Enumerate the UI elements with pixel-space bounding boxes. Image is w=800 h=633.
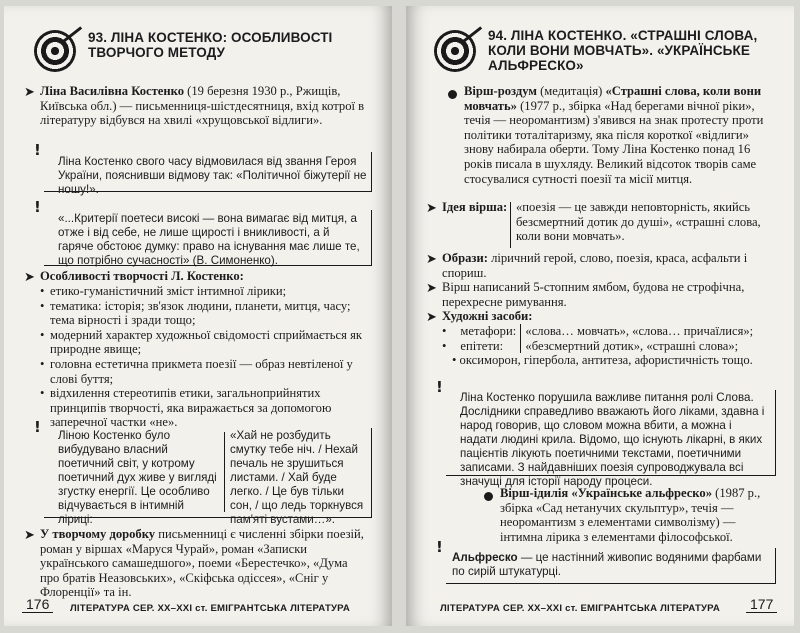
poem1-text: (1977 р., збірка «Над берегами вічної ріки», течія — неоромантизм) з'явився на знак протесту проти політики тоталітаризму, яка після короткої «відлиги» знову набирала оберти. Тому Ліна Костенко понад 16 років писала в шухляду. Великий відсоток творів саме стосувалися сутності поезії та місії митця. <box>464 98 764 186</box>
note-box <box>446 390 776 488</box>
section-title-94: 94. ЛІНА КОСТЕНКО. «СТРАШНІ СЛОВА, КОЛИ ВОНИ МОВЧАТЬ». «УКРАЇНСЬКЕ АЛЬФРЕСКО» <box>488 28 758 73</box>
exclamation-icon: ! <box>436 538 443 556</box>
feature-item: • тематика: історія; зв'язок людини, планети, митця, часу; тема вірності і зради тощо; <box>40 299 370 328</box>
page-number: 177 <box>746 596 777 613</box>
idea-label: Ідея вірша: <box>442 200 508 214</box>
works-text: письменниці є численні збірки поезій, роман у віршах «Маруся Чурай», роман «Записки українського самашедшого», поеми «Берестечко», «Дума про братів Неазовських», «Скіфська одіссея», «Сніг у Флоренції» та ін. <box>40 527 364 600</box>
quote-box <box>44 210 372 266</box>
poem1-genre: (медитація) <box>540 84 603 98</box>
bullet-icon: • <box>442 338 447 353</box>
means-row <box>442 324 778 339</box>
means-value: «слова… мовчать», «слова… причаїлися»; <box>525 324 754 338</box>
feature-item: • модерний характер художньої свідомості сприймається як природне явище; <box>40 328 370 357</box>
fresco-term: Альфреско <box>452 551 518 564</box>
pointer-icon: ➤ <box>426 201 437 216</box>
note-text: Ліна Костенко свого часу відмовилася від звання Героя України, пояснивши відмову так: «Політичної біжутерії не ношу!». <box>58 155 367 196</box>
pointer-icon: ➤ <box>426 310 437 325</box>
left-page <box>4 6 392 626</box>
bullet-icon <box>484 492 493 501</box>
divider <box>510 202 511 248</box>
works-paragraph <box>40 527 370 600</box>
intro-text: (19 березня 1930 р., Ржищів, Київська обл.) — письменниця-шістдесятниця, вхід котрої в літературу відбувся на хвилі «хрущовської відлиги». <box>40 84 365 128</box>
pointer-icon: ➤ <box>24 270 35 285</box>
poem2-paragraph <box>500 486 778 544</box>
definition <box>452 551 772 579</box>
features-title: Особливості творчості Л. Костенко: <box>40 269 244 283</box>
note-box-two-column <box>44 428 372 526</box>
quote-text: «...Критерії поетеси високі — вона вимагає від митця, а отже і від себе, не лише щирості і вникливості, а й гаряче обстоює думку: право на існування має лише те, що потрібно сучасності» (В. Симоненко). <box>58 212 360 267</box>
poem1-paragraph <box>464 84 776 186</box>
poem1-title: «Страшні слова, коли вони мовчать» <box>464 84 762 113</box>
section-title-93: 93. ЛІНА КОСТЕНКО: ОСОБЛИВОСТІ ТВОРЧОГО МЕТОДУ <box>88 30 333 60</box>
poem2-lead: Вірш-ідилія «Українське альфреско» <box>500 486 712 500</box>
idea-text: «поезія — це завжди неповторність, якийсь безсмертний дотик до душі», «страшні слова, коли вони мовчать». <box>516 200 761 244</box>
page-number: 176 <box>22 596 53 613</box>
bullet-icon: • <box>442 324 447 338</box>
page-footer: ЛІТЕРАТУРА СЕР. XX–XXI ст. ЕМІГРАНТСЬКА ЛІТЕРАТУРА <box>440 603 721 614</box>
feature-item: • головна естетична прикмета поезії — образ невтіленої у слові буття; <box>40 357 370 386</box>
fresco-definition: — це настінний живопис водяними фарбами по сирій штукатурці. <box>452 551 762 578</box>
definition-box <box>446 548 776 584</box>
exclamation-icon: ! <box>34 418 41 436</box>
pointer-icon: ➤ <box>426 281 437 296</box>
feature-item: • відхилення стереотипів етики, загальноприйнятих принципів творчості, яка виражається за допомогою заперечної частки «не». <box>40 386 370 430</box>
feature-item: • етико-гуманістичний зміст інтимної лірики; <box>40 284 370 299</box>
pointer-icon: ➤ <box>24 85 35 100</box>
bullet-icon <box>448 90 457 99</box>
means-extra: • оксиморон, гіпербола, антитеза, афористичність тощо. <box>452 353 753 368</box>
divider <box>224 432 225 512</box>
pointer-icon: ➤ <box>24 528 35 543</box>
means-label: метафори: <box>460 324 517 338</box>
verse-text: Вірш написаний 5-стопним ямбом, будова не строфічна, перехресне римування. <box>442 280 745 309</box>
divider <box>520 324 521 339</box>
note-text: Ліна Костенко порушила важливе питання ролі Слова. Дослідники справедливо вважають його ліками, здавна і народ говорив, що словом можна вбити, а можна і надати людині крила. Відомо, що існують лікарні, в яких пацієнтів лікують поетичними текстами, поетичними записами. З найдавніших поезія супроводжувала всі значущі для історії народу процеси. <box>460 391 765 488</box>
poem-quote: «Хай не розбудить смутку тебе ніч. / Нехай печаль не зрушиться листами. / Хай буде легко. / Це був тільки сон, / що ледь торкнувся пам'яті вустами…». <box>230 429 364 526</box>
works-lead: У творчому доробку <box>40 527 156 541</box>
images-paragraph <box>442 251 778 280</box>
means-row <box>442 339 778 354</box>
exclamation-icon: ! <box>34 198 41 216</box>
divider <box>520 339 521 354</box>
author-name: Ліна Василівна Костенко <box>40 84 185 98</box>
exclamation-icon: ! <box>34 141 41 159</box>
images-label: Образи: <box>442 251 488 265</box>
images-text: ліричний герой, слово, поезія, краса, асфальти і спориш. <box>442 251 748 280</box>
poem2-text: (1987 р., збірка «Сад нетанучих скульптур», течія — неоромантизм з елементами символізму) — інтимна лірика з елементами філософської. <box>500 486 761 544</box>
right-page <box>406 6 794 626</box>
means-list <box>442 324 778 368</box>
poem1-lead: Вірш-роздум <box>464 84 537 98</box>
means-value: «безсмертний дотик», «страшні слова»; <box>525 338 739 353</box>
page-footer: ЛІТЕРАТУРА СЕР. XX–XXI ст. ЕМІГРАНТСЬКА ЛІТЕРАТУРА <box>70 603 351 614</box>
means-label: епітети: <box>460 338 504 353</box>
exclamation-icon: ! <box>436 378 443 396</box>
intro-paragraph <box>40 84 370 128</box>
pointer-icon: ➤ <box>426 252 437 267</box>
means-title: Художні засоби: <box>442 309 533 323</box>
note-box <box>44 152 372 196</box>
note-text: Ліною Костенко було вибудувано власний поетичний світ, у котрому поетичний дух живе у вигляді згустку енергії. Це особливо відчувається в інтимній ліриці: <box>58 429 217 526</box>
features-list <box>40 284 370 430</box>
